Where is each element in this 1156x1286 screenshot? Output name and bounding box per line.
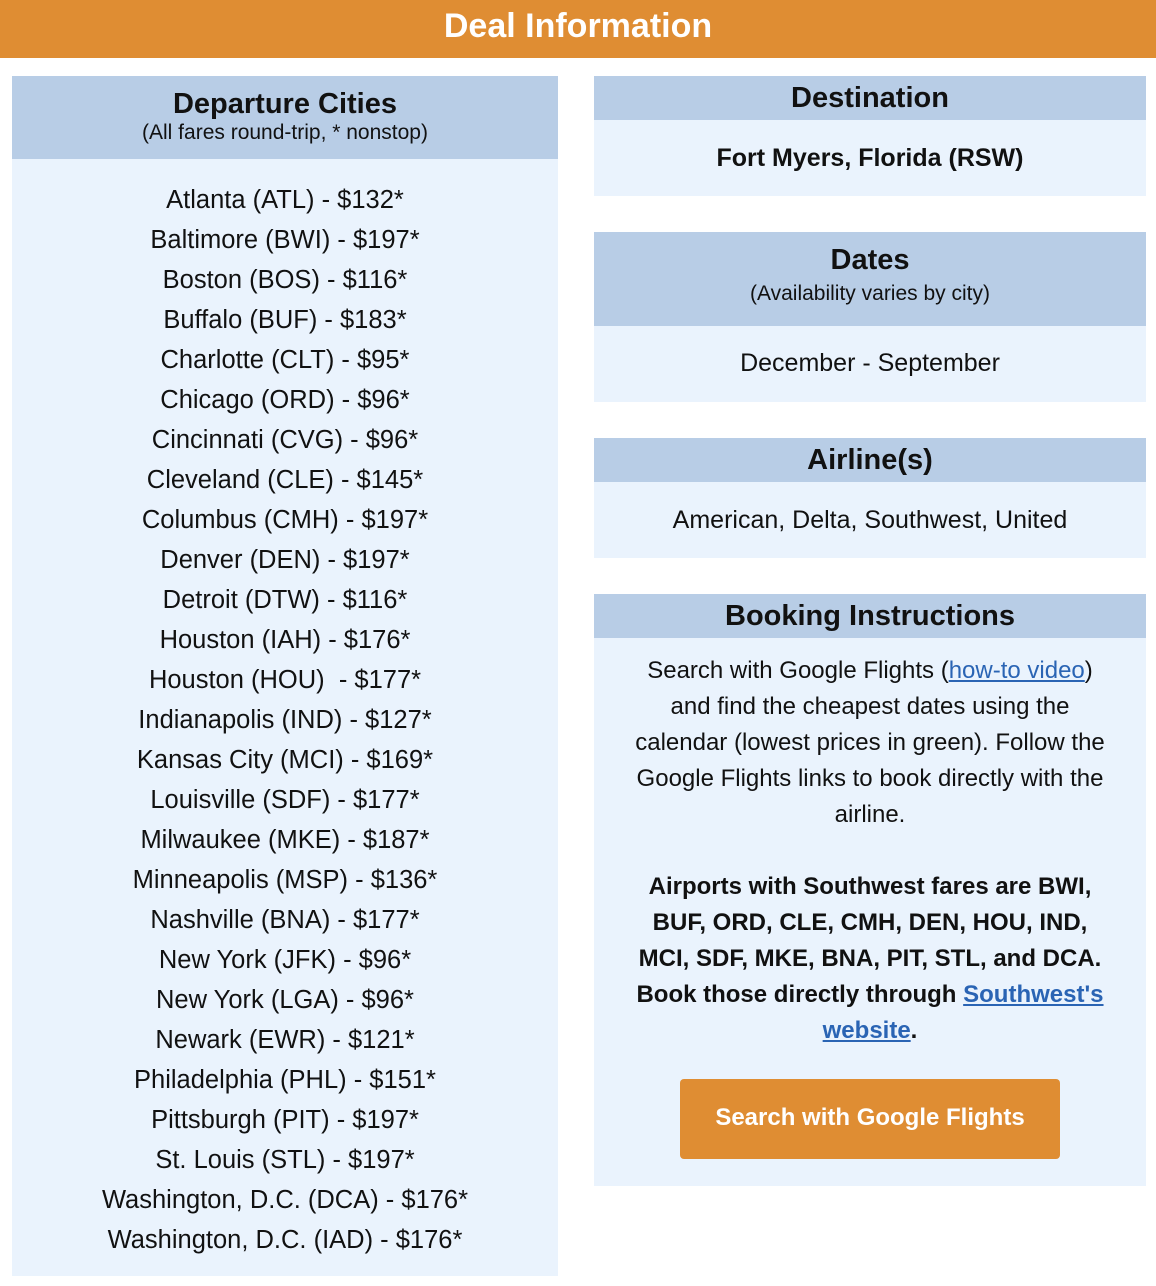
- departure-city-item: Boston (BOS) - $116*: [162, 266, 408, 294]
- departure-city-item: Denver (DEN) - $197*: [160, 546, 410, 574]
- departure-city-item: Washington, D.C. (IAD) - $176*: [107, 1226, 463, 1254]
- dates-value: December - September: [740, 349, 1000, 377]
- departure-cities-heading: Departure Cities: [172, 88, 397, 120]
- booking-text-before-link: Search with Google Flights (: [647, 657, 949, 684]
- booking-instructions-heading: Booking Instructions: [594, 594, 1146, 638]
- departure-city-item: Washington, D.C. (DCA) - $176*: [101, 1186, 469, 1214]
- departure-city-item: New York (JFK) - $96*: [158, 946, 412, 974]
- departure-city-item: Nashville (BNA) - $177*: [150, 906, 420, 934]
- airlines-value: American, Delta, Southwest, United: [672, 506, 1068, 534]
- departure-city-item: Detroit (DTW) - $116*: [162, 586, 408, 614]
- departure-city-item: Houston (HOU) - $177*: [148, 666, 422, 694]
- departure-city-item: Minneapolis (MSP) - $136*: [132, 866, 438, 894]
- departure-city-item: Atlanta (ATL) - $132*: [166, 186, 404, 214]
- booking-instructions-body: [594, 638, 1146, 1159]
- departure-city-item: Buffalo (BUF) - $183*: [163, 306, 407, 334]
- dates-subheading: (Availability varies by city): [749, 282, 990, 305]
- departure-city-item: Houston (IAH) - $176*: [159, 626, 411, 654]
- departure-city-item: Chicago (ORD) - $96*: [160, 386, 410, 414]
- booking-text-after-link: ) and find the cheapest dates using the calendar (lowest prices in green). Follow the Google Flights links to book directly with the airline.: [635, 657, 1105, 828]
- booking-instructions-panel: [594, 594, 1146, 1186]
- departure-city-item: Indianapolis (IND) - $127*: [138, 706, 432, 734]
- booking-instructions-text: [630, 653, 1110, 833]
- departure-city-item: Columbus (CMH) - $197*: [141, 506, 429, 534]
- departure-city-item: Pittsburgh (PIT) - $197*: [151, 1106, 419, 1134]
- departure-city-item: New York (LGA) - $96*: [156, 986, 414, 1014]
- departure-city-item: Kansas City (MCI) - $169*: [136, 746, 434, 774]
- departure-cities-panel: [12, 76, 558, 1276]
- departure-city-item: Milwaukee (MKE) - $187*: [140, 826, 430, 854]
- southwest-note: [630, 869, 1110, 1049]
- departure-city-item: St. Louis (STL) - $197*: [155, 1146, 415, 1174]
- departure-city-item: Baltimore (BWI) - $197*: [150, 226, 420, 254]
- page-banner: [0, 0, 1156, 58]
- departure-city-item: Louisville (SDF) - $177*: [150, 786, 420, 814]
- departure-city-list: [12, 159, 558, 1260]
- dates-header: [594, 232, 1146, 326]
- destination-value: Fort Myers, Florida (RSW): [716, 144, 1024, 172]
- departure-cities-subheading: (All fares round-trip, * nonstop): [142, 121, 428, 144]
- southwest-website-link[interactable]: Southwest's website: [822, 981, 1104, 1044]
- departure-city-item: Charlotte (CLT) - $95*: [160, 346, 410, 374]
- search-google-flights-button[interactable]: Search with Google Flights: [680, 1079, 1060, 1159]
- dates-heading: Dates: [830, 244, 910, 276]
- southwest-note-end: .: [910, 1017, 918, 1044]
- airlines-panel: [594, 438, 1146, 558]
- departure-city-item: Philadelphia (PHL) - $151*: [134, 1066, 436, 1094]
- destination-heading: Destination: [594, 76, 1146, 120]
- dates-panel: [594, 232, 1146, 402]
- airlines-heading: Airline(s): [594, 438, 1146, 482]
- banner-title: Deal Information: [443, 7, 713, 45]
- destination-panel: [594, 76, 1146, 196]
- southwest-note-text: Airports with Southwest fares are BWI, BUF, ORD, CLE, CMH, DEN, HOU, IND, MCI, SDF, MKE, BNA, PIT, STL, and DCA. Book those directly through: [636, 873, 1102, 1008]
- departure-city-item: Newark (EWR) - $121*: [155, 1026, 415, 1054]
- departure-city-item: Cincinnati (CVG) - $96*: [151, 426, 419, 454]
- departure-cities-header: [12, 76, 558, 159]
- how-to-video-link[interactable]: how-to video: [948, 657, 1085, 684]
- departure-city-item: Cleveland (CLE) - $145*: [146, 466, 424, 494]
